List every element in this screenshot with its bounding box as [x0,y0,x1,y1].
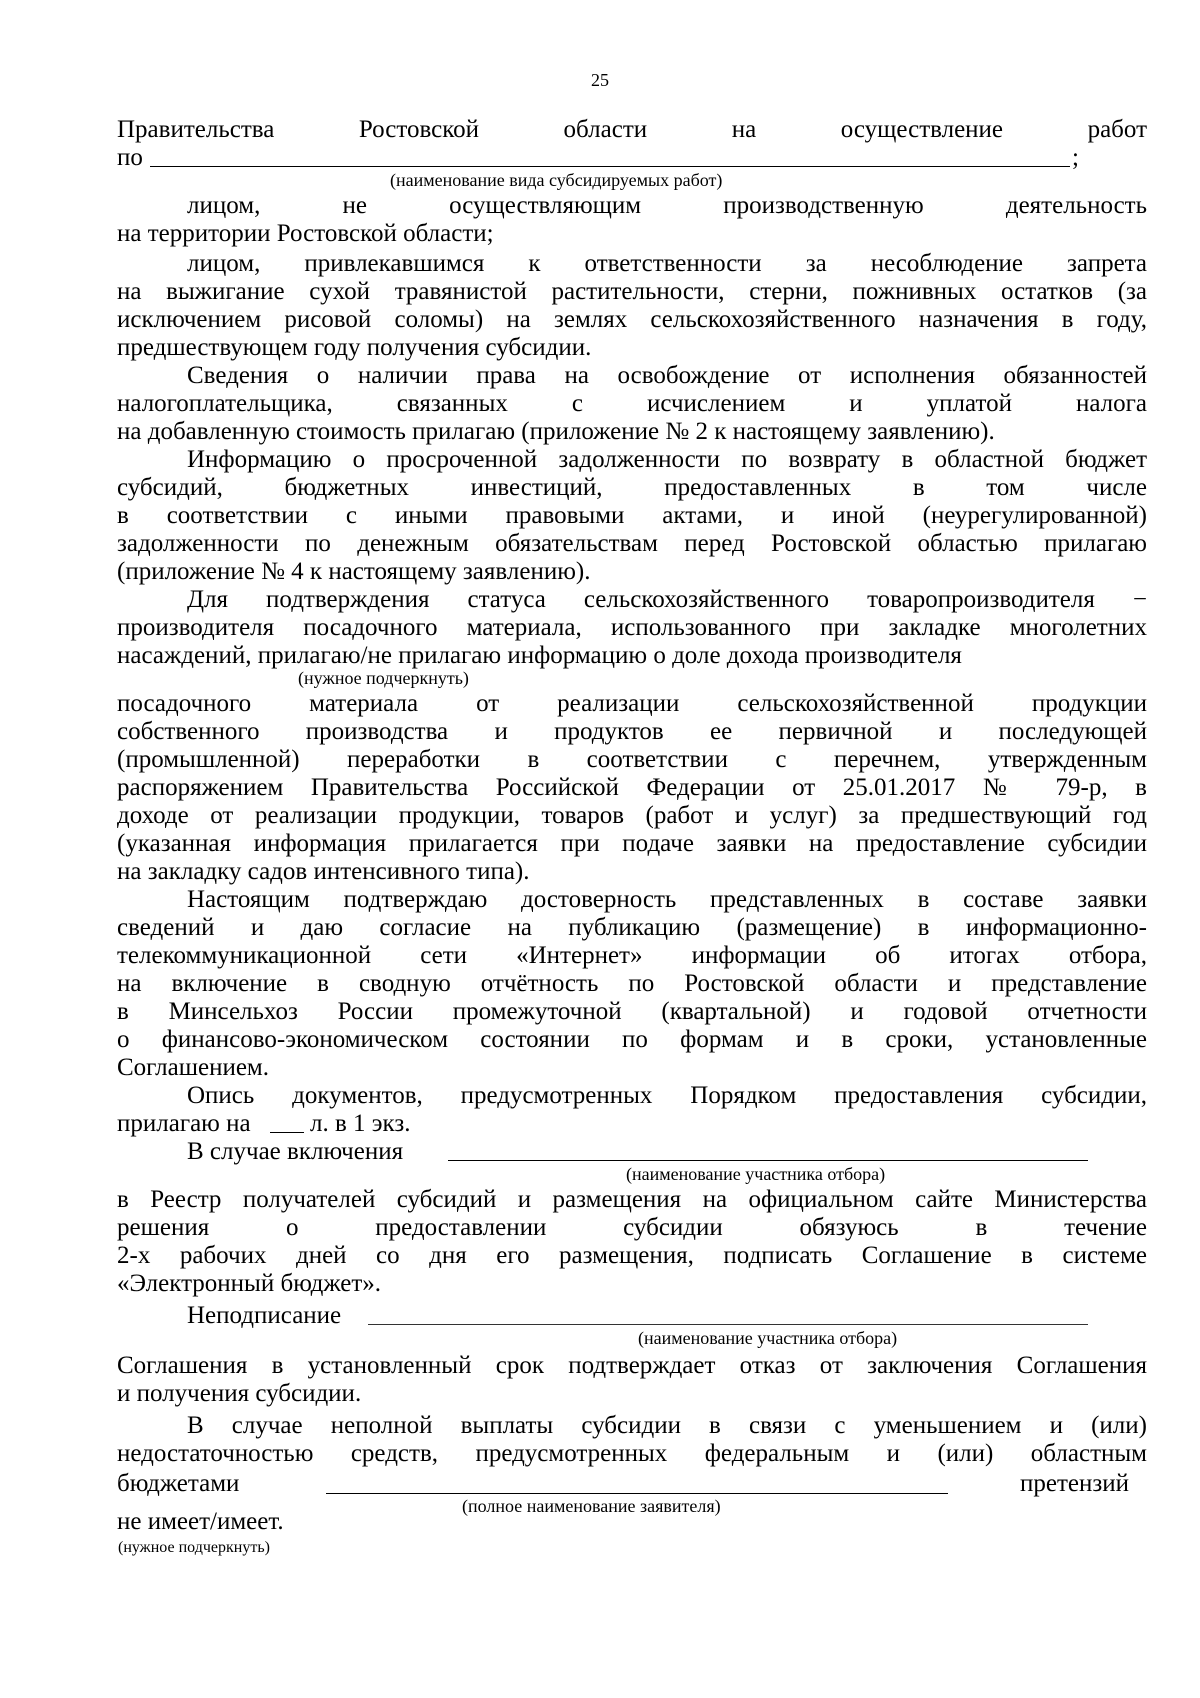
text-line: субсидий, бюджетных инвестиций, предоставленных в том числе [117,474,1147,501]
field-caption: (полное наименование заявителя) [462,1496,721,1516]
text-line: налогоплательщика, связанных с исчислением и уплатой налога [117,390,1147,417]
text-line: прилагаю на [117,1110,251,1137]
text-line: Неподписание [187,1302,342,1329]
text-line: в Реестр получателей субсидий и размещения на официальном сайте Министерства [117,1186,1147,1213]
text-line: Для подтверждения статуса сельскохозяйственного товаропроизводителя − [187,586,1147,613]
blank-underline [448,1160,1088,1161]
text-line: ; [1072,144,1079,171]
text-line: на включение в сводную отчётность по Ростовской области и представление [117,970,1147,997]
text-line: Соглашения в установленный срок подтверждает отказ от заключения Соглашения [117,1352,1147,1379]
text-line: телекоммуникационной сети «Интернет» информации об итогах отбора, [117,942,1147,969]
text-line: Правительства Ростовской области на осуществление работ [117,116,1147,143]
text-line: насаждений, прилагаю/не прилагаю информацию о доле дохода производителя [117,642,962,669]
text-line: на добавленную стоимость прилагаю (приложение № 2 к настоящему заявлению). [117,418,995,445]
blank-underline [326,1493,948,1494]
text-line: задолженности по денежным обязательствам перед Ростовской областью прилагаю [117,530,1147,557]
text-line: и получения субсидии. [117,1380,362,1407]
text-line: бюджетами [117,1470,240,1497]
page-number: 25 [591,70,609,90]
text-line: Опись документов, предусмотренных Порядком предоставления субсидии, [187,1082,1147,1109]
text-line: Соглашением. [117,1054,270,1081]
text-line: исключением рисовой соломы) на землях сельскохозяйственного назначения в году, [117,306,1147,333]
text-line: решения о предоставлении субсидии обязуюсь в течение [117,1214,1147,1241]
text-line: (промышленной) переработки в соответствии с перечнем, утвержденным [117,746,1147,773]
blank-underline [368,1324,1088,1325]
field-caption: (наименование участника отбора) [626,1164,886,1184]
blank-underline [150,166,1070,167]
text-line: лицом, не осуществляющим производственную деятельность [187,192,1147,219]
field-caption: (нужное подчеркнуть) [298,668,469,688]
text-line: производителя посадочного материала, использованного при закладке многолетних [117,614,1147,641]
text-line: предшествующем году получения субсидии. [117,334,592,361]
text-line: (приложение № 4 к настоящему заявлению). [117,558,591,585]
text-line: не имеет/имеет. [117,1508,284,1535]
text-line: в Минсельхоз России промежуточной (квартальной) и годовой отчетности [117,998,1147,1025]
text-line: 2-х рабочих дней со дня его размещения, подписать Соглашение в системе [117,1242,1147,1269]
text-line: о финансово-экономическом состоянии по формам и в сроки, установленные [117,1026,1147,1053]
text-line: претензий [1020,1470,1130,1497]
text-line: в соответствии с иными правовыми актами, и иной (неурегулированной) [117,502,1147,529]
text-line: В случае неполной выплаты субсидии в связи с уменьшением и (или) [187,1412,1147,1439]
text-line: сведений и даю согласие на публикацию (размещение) в информационно- [117,914,1147,941]
field-caption: (наименование участника отбора) [638,1328,898,1348]
text-line: Информацию о просроченной задолженности по возврату в областной бюджет [187,446,1147,473]
text-line: Настоящим подтверждаю достоверность представленных в составе заявки [187,886,1147,913]
text-line: на закладку садов интенсивного типа). [117,858,530,885]
text-line: посадочного материала от реализации сельскохозяйственной продукции [117,690,1147,717]
text-line: доходе от реализации продукции, товаров (работ и услуг) за предшествующий год [117,802,1147,829]
blank-underline [270,1132,304,1133]
text-line: распоряжением Правительства Российской Федерации от 25.01.2017 № 79-р, в [117,774,1147,801]
text-line: на выжигание сухой травянистой растительности, стерни, пожнивных остатков (за [117,278,1147,305]
text-line: лицом, привлекавшимся к ответственности за несоблюдение запрета [187,250,1147,277]
text-line: на территории Ростовской области; [117,220,494,247]
text-line: недостаточностью средств, предусмотренных федеральным и (или) областным [117,1440,1147,1467]
text-line: по [117,144,143,171]
text-line: л. в 1 экз. [310,1110,411,1137]
text-line: Сведения о наличии права на освобождение от исполнения обязанностей [187,362,1147,389]
field-caption: (наименование вида субсидируемых работ) [390,170,723,190]
text-line: В случае включения [187,1138,404,1165]
text-line: (указанная информация прилагается при подаче заявки на предоставление субсидии [117,830,1147,857]
text-line: «Электронный бюджет». [117,1270,382,1297]
text-line: собственного производства и продуктов ее первичной и последующей [117,718,1147,745]
field-caption: (нужное подчеркнуть) [118,1539,270,1556]
